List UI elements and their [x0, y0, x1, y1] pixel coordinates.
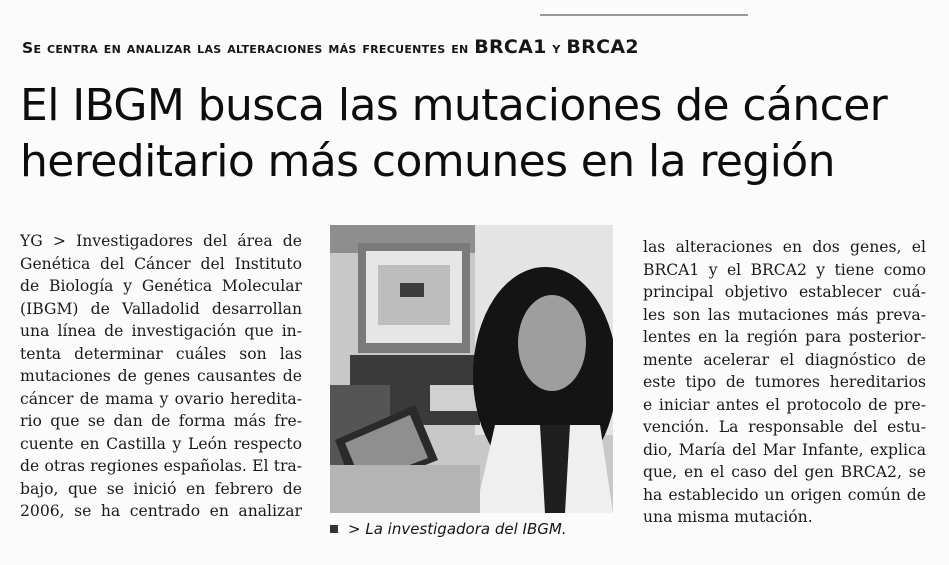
col1-line: 2006, se ha centrado en analizar: [20, 502, 302, 520]
col1-line: rio que se dan de forma más fre-: [20, 412, 302, 430]
col3-line: vención. La responsable del estu-: [643, 418, 926, 436]
col3-line: principal objetivo establecer cuá-: [643, 283, 926, 301]
kicker-subheadline: [22, 36, 922, 58]
kicker-text: Se centra en analizar las alteraciones más frecuentes en: [22, 39, 475, 57]
headline: [20, 78, 930, 190]
col3-line: lentes en la región para posterior-: [643, 328, 926, 346]
col1-line: Genética del Cáncer del Instituto: [20, 254, 302, 273]
col3-line: las alteraciones en dos genes, el: [643, 238, 926, 256]
col1-line: cáncer de mama y ovario heredita-: [20, 389, 302, 408]
photo-illustration: [330, 225, 613, 513]
headline-line-2: hereditario más comunes en la región: [20, 136, 835, 187]
col3-line: BRCA1 y el BRCA2 y tiene como: [643, 260, 926, 279]
photo-caption: [330, 520, 630, 538]
col1-line: bajo, que se inició en febrero de: [20, 479, 302, 498]
article-column-1: [20, 230, 302, 523]
col1-line: tenta determinar cuáles son las: [20, 344, 302, 363]
col3-line: mente acelerar el diagnóstico de: [643, 350, 926, 369]
col3-line: les son las mutaciones más preva-: [643, 305, 926, 324]
col3-line: dio, María del Mar Infante, explica: [643, 440, 926, 459]
col3-line: este tipo de tumores hereditarios: [643, 373, 926, 391]
caption-text: > La investigadora del IBGM.: [348, 520, 567, 538]
col3-line: que, en el caso del gen BRCA2, se: [643, 463, 926, 481]
kicker-gene1: BRCA1: [474, 36, 547, 58]
col1-line: una línea de investigación que in-: [20, 322, 302, 340]
col1-line: de otras regiones españolas. El tra-: [20, 457, 302, 475]
col1-line: cuente en Castilla y León respecto: [20, 434, 302, 453]
col1-line: de Biología y Genética Molecular: [20, 277, 302, 295]
researcher-photo: [330, 225, 613, 513]
col1-line: (IBGM) de Valladolid desarrollan: [20, 299, 302, 318]
col3-line: ha establecido un origen común de: [643, 485, 926, 504]
col3-line: e iniciar antes el protocolo de pre-: [643, 395, 926, 414]
square-bullet-icon: [330, 525, 338, 533]
headline-line-1: El IBGM busca las mutaciones de cáncer: [20, 80, 888, 131]
kicker-gene2: BRCA2: [566, 36, 639, 58]
col3-line: una misma mutación.: [643, 508, 813, 526]
kicker-conj: y: [546, 39, 567, 57]
col1-line: mutaciones de genes causantes de: [20, 367, 302, 385]
top-rule: [540, 14, 748, 16]
col1-line: YG > Investigadores del área de: [20, 232, 302, 250]
article-column-3: [643, 236, 926, 529]
